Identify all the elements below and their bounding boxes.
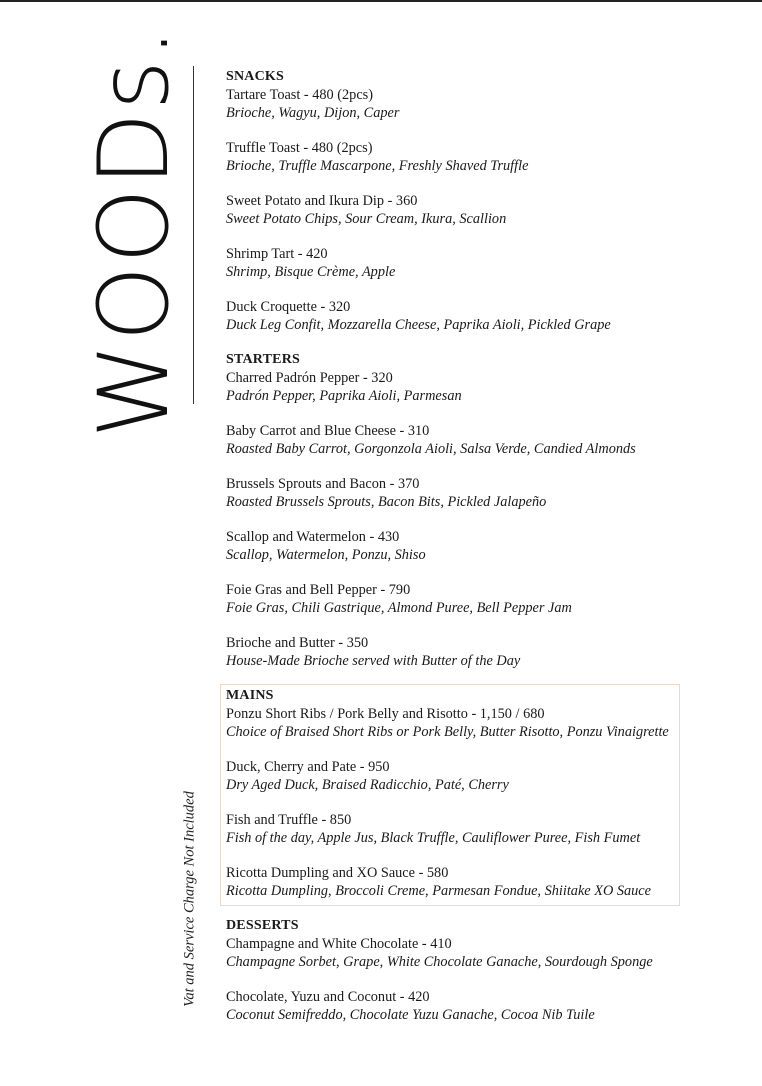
item-name: Tartare Toast - 480 (2pcs) [226,87,374,103]
section-snacks [226,68,686,334]
item-name: Duck Croquette - 320 [226,299,351,315]
item-name: Charred Padrón Pepper - 320 [226,370,393,386]
menu-item [226,422,686,458]
item-description: Roasted Baby Carrot, Gorgonzola Aioli, Salsa Verde, Candied Almonds [226,441,636,457]
menu-item [226,245,686,281]
item-description: Coconut Semifreddo, Chocolate Yuzu Ganache, Cocoa Nib Tuile [226,1007,595,1023]
menu-item [226,864,686,900]
item-description: Fish of the day, Apple Jus, Black Truffle, Cauliflower Puree, Fish Fumet [226,830,641,846]
item-description: Roasted Brussels Sprouts, Bacon Bits, Pickled Jalapeño [226,494,547,510]
section-title: MAINS [226,688,274,703]
menu-item [226,528,686,564]
item-name: Scallop and Watermelon - 430 [226,529,400,545]
item-name: Ricotta Dumpling and XO Sauce - 580 [226,865,449,881]
item-description: Choice of Braised Short Ribs or Pork Belly, Butter Risotto, Ponzu Vinaigrette [226,724,669,740]
menu-item [226,634,686,670]
item-name: Truffle Toast - 480 (2pcs) [226,140,373,156]
logo-divider [193,66,194,404]
item-name: Ponzu Short Ribs / Pork Belly and Risotto - 1,150 / 680 [226,706,545,722]
section-mains [226,687,686,900]
item-description: Brioche, Truffle Mascarpone, Freshly Shaved Truffle [226,158,529,174]
menu-item [226,86,686,122]
vat-service-note: Vat and Service Charge Not Included [181,791,198,1007]
item-description: Duck Leg Confit, Mozzarella Cheese, Paprika Aioli, Pickled Grape [226,317,611,333]
item-description: Shrimp, Bisque Crème, Apple [226,264,396,280]
menu-item [226,298,686,334]
menu-item [226,475,686,511]
item-name: Foie Gras and Bell Pepper - 790 [226,582,411,598]
item-name: Fish and Truffle - 850 [226,812,352,828]
item-name: Brioche and Butter - 350 [226,635,369,651]
menu-item [226,139,686,175]
menu-list [226,68,686,1041]
menu-item [226,988,686,1024]
section-title: DESSERTS [226,918,299,933]
menu-item [226,935,686,971]
menu-item [226,705,686,741]
item-description: Foie Gras, Chili Gastrique, Almond Puree, Bell Pepper Jam [226,600,572,616]
item-name: Sweet Potato and Ikura Dip - 360 [226,193,418,209]
menu-item [226,811,686,847]
item-description: Padrón Pepper, Paprika Aioli, Parmesan [226,388,462,404]
item-description: Scallop, Watermelon, Ponzu, Shiso [226,547,426,563]
top-divider [0,0,762,2]
item-name: Duck, Cherry and Pate - 950 [226,759,390,775]
item-name: Shrimp Tart - 420 [226,246,328,262]
menu-item [226,758,686,794]
item-description: Sweet Potato Chips, Sour Cream, Ikura, Scallion [226,211,507,227]
item-name: Champagne and White Chocolate - 410 [226,936,452,952]
item-description: Champagne Sorbet, Grape, White Chocolate Ganache, Sourdough Sponge [226,954,653,970]
item-name: Brussels Sprouts and Bacon - 370 [226,476,420,492]
item-name: Baby Carrot and Blue Cheese - 310 [226,423,430,439]
section-starters [226,351,686,670]
section-title: SNACKS [226,69,284,84]
menu-item [226,581,686,617]
item-description: House-Made Brioche served with Butter of the Day [226,653,521,669]
item-name: Chocolate, Yuzu and Coconut - 420 [226,989,430,1005]
item-description: Brioche, Wagyu, Dijon, Caper [226,105,400,121]
restaurant-logo: WOODs. [78,25,190,439]
menu-item [226,369,686,405]
menu-item [226,192,686,228]
item-description: Dry Aged Duck, Braised Radicchio, Paté, Cherry [226,777,509,793]
section-desserts [226,917,686,1024]
item-description: Ricotta Dumpling, Broccoli Creme, Parmesan Fondue, Shiitake XO Sauce [226,883,651,899]
section-title: STARTERS [226,352,300,367]
